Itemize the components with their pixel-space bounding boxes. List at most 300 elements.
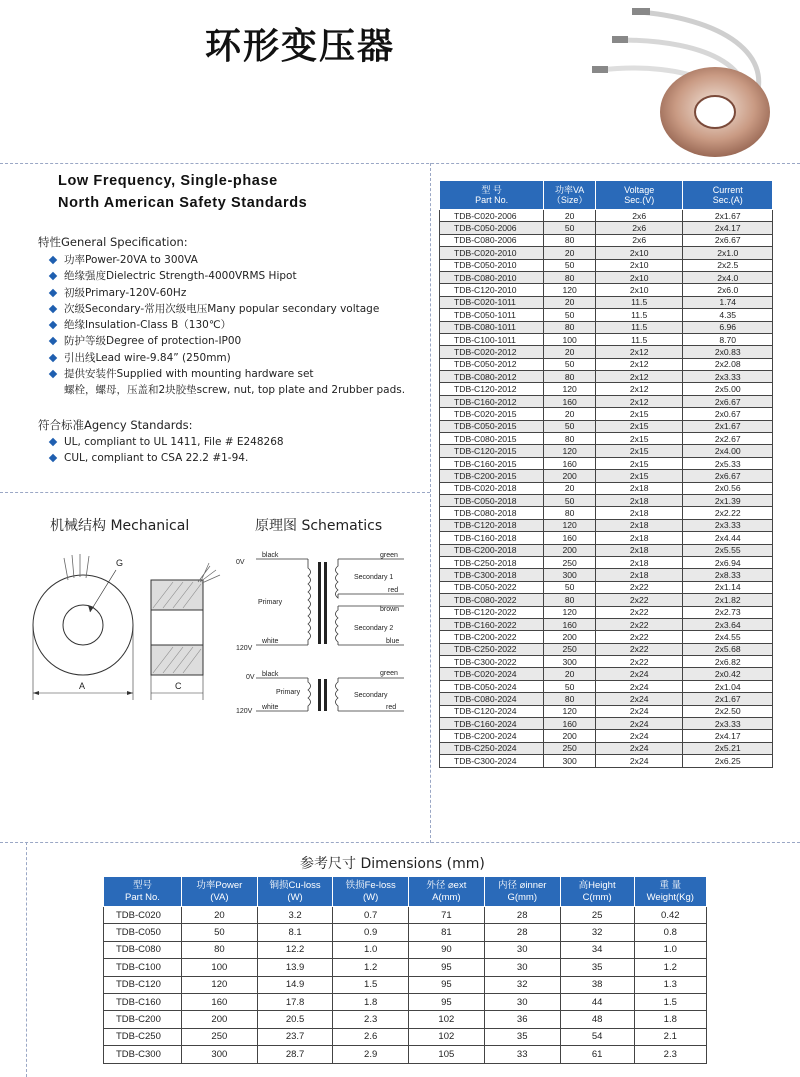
table-cell: 2x15 — [595, 420, 683, 432]
table-cell: 2.1 — [634, 1028, 706, 1045]
table-cell: 36 — [484, 1011, 560, 1028]
table-cell: 80 — [544, 594, 596, 606]
table-cell: 2x6.82 — [683, 656, 773, 668]
table-cell: 2x24 — [595, 742, 683, 754]
table-cell: 20 — [181, 907, 257, 924]
mechanical-drawing — [28, 550, 228, 710]
part-number-cell: TDB-C160-2012 — [440, 395, 544, 407]
header-zh: 重 量 — [659, 879, 682, 891]
table-cell: 2x18 — [595, 519, 683, 531]
table-row — [440, 358, 773, 370]
part-number-cell: TDB-C050-2015 — [440, 420, 544, 432]
table-cell: 2x0.67 — [683, 408, 773, 420]
sch-top-primary: Primary — [258, 599, 283, 606]
mechanical-title: 机械结构 Mechanical — [50, 518, 190, 534]
header-zh: Voltage — [624, 185, 655, 195]
part-number-cell: TDB-C080-2018 — [440, 507, 544, 519]
part-number-cell: TDB-C160 — [104, 993, 182, 1010]
table-cell: 2x15 — [595, 445, 683, 457]
table-cell: 2x22 — [595, 581, 683, 593]
sch-top-black: black — [262, 552, 279, 559]
standards-heading — [58, 170, 307, 214]
table-cell: 2x12 — [595, 371, 683, 383]
label-g: G — [116, 558, 124, 568]
heading-line-1: Low Frequency, Single-phase — [58, 173, 278, 189]
table-cell: 20 — [544, 408, 596, 420]
diamond-bullet-icon — [49, 321, 57, 329]
table-cell: 2x12 — [595, 383, 683, 395]
table-cell: 11.5 — [595, 333, 683, 345]
part-number-cell: TDB-C160-2018 — [440, 532, 544, 544]
part-number-cell: TDB-C020-2015 — [440, 408, 544, 420]
table-cell: 1.0 — [333, 941, 409, 958]
part-number-cell: TDB-C020 — [104, 907, 182, 924]
header-zh: 铜损Cu-loss — [269, 879, 321, 891]
table-cell: 102 — [408, 1011, 484, 1028]
table-row — [440, 544, 773, 556]
spec-item-text: 初级Primary-120V-60Hz — [64, 286, 187, 299]
table-cell: 2.9 — [333, 1046, 409, 1063]
table-row — [440, 507, 773, 519]
table-cell: 200 — [544, 730, 596, 742]
sch-top-secondary-1: Secondary 1 — [354, 574, 394, 581]
diamond-bullet-icon — [49, 256, 57, 264]
header-en: G(mm) — [507, 891, 537, 903]
table-row — [440, 643, 773, 655]
header-en: Part No. — [125, 891, 160, 903]
header-zh: 内径 ⌀inner — [497, 879, 547, 891]
part-number-cell: TDB-C050 — [104, 924, 182, 941]
table-cell: 2x22 — [595, 594, 683, 606]
table-cell: 6.96 — [683, 321, 773, 333]
table-cell: 1.0 — [634, 941, 706, 958]
table-cell: 300 — [544, 569, 596, 581]
table-cell: 2x24 — [595, 755, 683, 767]
table-cell: 11.5 — [595, 321, 683, 333]
table-row — [440, 234, 773, 246]
table-row — [104, 924, 707, 941]
part-number-cell: TDB-C020-2018 — [440, 482, 544, 494]
table-cell: 30 — [484, 959, 560, 976]
table-cell: 2x1.04 — [683, 680, 773, 692]
table-cell: 38 — [560, 976, 634, 993]
table-cell: 25 — [560, 907, 634, 924]
part-number-cell: TDB-C120-2010 — [440, 284, 544, 296]
part-number-cell: TDB-C080-2024 — [440, 693, 544, 705]
table-cell: 2x12 — [595, 358, 683, 370]
general-spec-list — [50, 252, 405, 399]
table-cell: 20 — [544, 668, 596, 680]
part-number-cell: TDB-C050-2024 — [440, 680, 544, 692]
table-cell: 2x22 — [595, 631, 683, 643]
table-cell: 1.2 — [333, 959, 409, 976]
agency-item-text: UL, compliant to UL 1411, File # E248268 — [64, 436, 284, 448]
table-row — [440, 247, 773, 259]
table-cell: 2x5.55 — [683, 544, 773, 556]
table-cell: 2x22 — [595, 606, 683, 618]
table-cell: 2x24 — [595, 693, 683, 705]
sch-bot-primary: Primary — [276, 689, 301, 696]
sch-top-blue: blue — [386, 638, 400, 645]
table-cell: 30 — [484, 941, 560, 958]
table-cell: 50 — [544, 420, 596, 432]
table-cell: 2x12 — [595, 395, 683, 407]
table-row — [440, 284, 773, 296]
table-cell: 120 — [181, 976, 257, 993]
table-cell: 2x15 — [595, 457, 683, 469]
table-cell: 8.1 — [257, 924, 333, 941]
agency-title: 符合标准Agency Standards: — [38, 418, 193, 432]
part-number-cell: TDB-C100 — [104, 959, 182, 976]
table-cell: 50 — [544, 358, 596, 370]
table-cell: 12.2 — [257, 941, 333, 958]
table-row — [104, 907, 707, 924]
part-number-cell: TDB-C080-2012 — [440, 371, 544, 383]
table-row — [440, 532, 773, 544]
table-cell: 14.9 — [257, 976, 333, 993]
table-cell: 95 — [408, 993, 484, 1010]
spec-item-text: 引出线Lead wire-9.84” (250mm) — [64, 351, 231, 364]
table-cell: 2.3 — [634, 1046, 706, 1063]
table-cell: 105 — [408, 1046, 484, 1063]
sch-bot-secondary: Secondary — [354, 692, 388, 699]
part-number-cell: TDB-C120-2022 — [440, 606, 544, 618]
spec-item-text: 防护等级Degree of protection-IP00 — [64, 335, 242, 348]
part-number-cell: TDB-C300 — [104, 1046, 182, 1063]
header-en: (VA) — [210, 891, 229, 903]
table-cell: 2x6.67 — [683, 395, 773, 407]
sch-top-0v: 0V — [236, 559, 245, 566]
table-cell: 2.6 — [333, 1028, 409, 1045]
table-cell: 250 — [544, 556, 596, 568]
table-cell: 1.8 — [333, 993, 409, 1010]
table-cell: 120 — [544, 606, 596, 618]
column-header — [595, 181, 683, 210]
table-cell: 120 — [544, 519, 596, 531]
table-cell: 200 — [544, 470, 596, 482]
spec-item — [50, 333, 405, 349]
table-row — [440, 519, 773, 531]
table-cell: 160 — [544, 532, 596, 544]
table-cell: 2x2.67 — [683, 433, 773, 445]
table-cell: 80 — [544, 321, 596, 333]
part-number-cell: TDB-C120 — [104, 976, 182, 993]
table-cell: 2x24 — [595, 680, 683, 692]
table-cell: 20 — [544, 296, 596, 308]
table-cell: 0.8 — [634, 924, 706, 941]
table-row — [440, 618, 773, 630]
table-cell: 2x18 — [595, 494, 683, 506]
part-number-cell: TDB-C160-2015 — [440, 457, 544, 469]
part-number-cell: TDB-C020-2006 — [440, 210, 544, 222]
table-cell: 2x1.67 — [683, 210, 773, 222]
table-cell: 2x3.33 — [683, 718, 773, 730]
table-row — [104, 1011, 707, 1028]
table-row — [440, 371, 773, 383]
table-row — [440, 296, 773, 308]
table-row — [440, 718, 773, 730]
table-cell: 2x1.67 — [683, 693, 773, 705]
table-cell: 28 — [484, 924, 560, 941]
table-cell: 120 — [544, 383, 596, 395]
header-en: C(mm) — [582, 891, 612, 903]
part-number-cell: TDB-C200-2015 — [440, 470, 544, 482]
part-number-cell: TDB-C050-2018 — [440, 494, 544, 506]
sch-top-green: green — [380, 552, 398, 559]
column-header — [484, 877, 560, 907]
table-cell: 160 — [181, 993, 257, 1010]
table-cell: 2x6.67 — [683, 234, 773, 246]
table-cell: 2x1.0 — [683, 247, 773, 259]
table-cell: 50 — [544, 680, 596, 692]
table-cell: 30 — [484, 993, 560, 1010]
header-zh: 型 号 — [481, 185, 502, 195]
table-row — [440, 755, 773, 767]
table-row — [440, 581, 773, 593]
part-number-cell: TDB-C120-2018 — [440, 519, 544, 531]
table-cell: 1.5 — [634, 993, 706, 1010]
dimensions-title: 参考尺寸 Dimensions (mm) — [300, 856, 485, 872]
table-cell: 250 — [181, 1028, 257, 1045]
sch-bot-0v: 0V — [246, 674, 255, 681]
table-row — [440, 346, 773, 358]
table-row — [104, 976, 707, 993]
table-cell: 120 — [544, 445, 596, 457]
table-cell: 81 — [408, 924, 484, 941]
table-row — [440, 680, 773, 692]
table-cell: 1.2 — [634, 959, 706, 976]
dimensions-table — [103, 876, 707, 1064]
part-number-cell: TDB-C200-2022 — [440, 631, 544, 643]
table-cell: 2x10 — [595, 259, 683, 271]
table-cell: 2x5.68 — [683, 643, 773, 655]
table-cell: 160 — [544, 718, 596, 730]
part-number-cell: TDB-C300-2018 — [440, 569, 544, 581]
table-cell: 32 — [560, 924, 634, 941]
table-cell: 20 — [544, 247, 596, 259]
column-header — [333, 877, 409, 907]
table-cell: 2x4.0 — [683, 271, 773, 283]
column-header — [104, 877, 182, 907]
table-cell: 2x10 — [595, 247, 683, 259]
table-cell: 2x6.67 — [683, 470, 773, 482]
header-zh: 铁损Fe-loss — [345, 879, 396, 891]
header-en: A(mm) — [432, 891, 461, 903]
column-header — [560, 877, 634, 907]
table-row — [440, 333, 773, 345]
table-cell: 2x10 — [595, 284, 683, 296]
table-cell: 200 — [544, 544, 596, 556]
table-cell: 300 — [181, 1046, 257, 1063]
table-row — [440, 730, 773, 742]
table-row — [104, 993, 707, 1010]
table-cell: 2x10 — [595, 271, 683, 283]
table-cell: 120 — [544, 284, 596, 296]
spec-item-text: 绝缘强度Dielectric Strength-4000VRMS Hipot — [64, 270, 297, 283]
table-cell: 20 — [544, 210, 596, 222]
spec-item-text: 绝缘Insulation-Class B（130℃） — [64, 319, 232, 332]
table-cell: 2x6 — [595, 210, 683, 222]
table-cell: 2x22 — [595, 656, 683, 668]
part-number-cell: TDB-C300-2024 — [440, 755, 544, 767]
table-cell: 2x24 — [595, 718, 683, 730]
table-cell: 2x24 — [595, 730, 683, 742]
part-number-cell: TDB-C050-2022 — [440, 581, 544, 593]
header-en: Weight(Kg) — [646, 891, 694, 903]
table-cell: 2x1.82 — [683, 594, 773, 606]
table-cell: 95 — [408, 976, 484, 993]
table-cell: 13.9 — [257, 959, 333, 976]
part-number-cell: TDB-C120-2015 — [440, 445, 544, 457]
table-row — [104, 1046, 707, 1063]
table-cell: 11.5 — [595, 309, 683, 321]
table-cell: 95 — [408, 959, 484, 976]
table-cell: 3.2 — [257, 907, 333, 924]
spec-item — [50, 301, 405, 317]
table-cell: 2x2.08 — [683, 358, 773, 370]
part-number-cell: TDB-C080-2022 — [440, 594, 544, 606]
table-cell: 2x4.55 — [683, 631, 773, 643]
header-en: (W) — [287, 891, 303, 903]
table-row — [440, 445, 773, 457]
agency-item — [50, 450, 284, 466]
sch-top-white: white — [262, 638, 279, 645]
table-cell: 1.8 — [634, 1011, 706, 1028]
table-cell: 2x22 — [595, 643, 683, 655]
table-cell: 2x15 — [595, 408, 683, 420]
table-cell: 2x22 — [595, 618, 683, 630]
diamond-bullet-icon — [49, 370, 57, 378]
page-title: 环形变压器 — [205, 26, 396, 67]
spec-item — [50, 382, 405, 398]
table-row — [440, 482, 773, 494]
part-number-cell: TDB-C160-2022 — [440, 618, 544, 630]
part-number-cell: TDB-C200 — [104, 1011, 182, 1028]
table-cell: 20.5 — [257, 1011, 333, 1028]
table-row — [440, 433, 773, 445]
spec-table-body — [440, 210, 773, 768]
table-cell: 50 — [544, 259, 596, 271]
table-cell: 300 — [544, 656, 596, 668]
sch-bot-red: red — [386, 704, 397, 711]
table-cell: 2x24 — [595, 705, 683, 717]
table-cell: 44 — [560, 993, 634, 1010]
part-number-cell: TDB-C080-2010 — [440, 271, 544, 283]
table-row — [104, 959, 707, 976]
table-cell: 120 — [544, 705, 596, 717]
sch-top-brown: brown — [380, 606, 400, 613]
table-cell: 2x4.44 — [683, 532, 773, 544]
sch-top-red: red — [388, 587, 399, 594]
header-zh: 功率Power — [196, 879, 243, 891]
spec-table — [439, 180, 773, 768]
table-row — [440, 321, 773, 333]
table-row — [440, 656, 773, 668]
schematic-diagram — [236, 548, 411, 748]
table-cell: 0.42 — [634, 907, 706, 924]
header-zh: 功率VA — [554, 185, 585, 195]
table-cell: 160 — [544, 395, 596, 407]
dimensions-table-header — [104, 877, 707, 907]
spec-item — [50, 317, 405, 333]
table-cell: 8.70 — [683, 333, 773, 345]
header-zh: 外径 ⌀ext — [426, 879, 467, 891]
part-number-cell: TDB-C050-2010 — [440, 259, 544, 271]
diamond-bullet-icon — [49, 354, 57, 362]
table-cell: 2x4.17 — [683, 222, 773, 234]
table-row — [440, 395, 773, 407]
table-cell: 20 — [544, 482, 596, 494]
table-cell: 20 — [544, 346, 596, 358]
part-number-cell: TDB-C080-1011 — [440, 321, 544, 333]
part-number-cell: TDB-C080 — [104, 941, 182, 958]
table-row — [440, 556, 773, 568]
table-row — [440, 309, 773, 321]
table-cell: 2x15 — [595, 470, 683, 482]
table-row — [440, 606, 773, 618]
table-cell: 80 — [544, 433, 596, 445]
table-row — [440, 259, 773, 271]
table-cell: 50 — [544, 222, 596, 234]
table-cell: 2x3.33 — [683, 371, 773, 383]
table-row — [104, 1028, 707, 1045]
sch-bot-green: green — [380, 670, 398, 677]
table-cell: 2x3.64 — [683, 618, 773, 630]
table-cell: 2x0.42 — [683, 668, 773, 680]
part-number-cell: TDB-C020-2024 — [440, 668, 544, 680]
table-cell: 200 — [544, 631, 596, 643]
table-cell: 80 — [181, 941, 257, 958]
diamond-bullet-icon — [49, 272, 57, 280]
table-row — [440, 210, 773, 222]
table-cell: 2x1.39 — [683, 494, 773, 506]
table-cell: 2x0.83 — [683, 346, 773, 358]
part-number-cell: TDB-C100-1011 — [440, 333, 544, 345]
part-number-cell: TDB-C020-2010 — [440, 247, 544, 259]
table-cell: 61 — [560, 1046, 634, 1063]
table-row — [440, 631, 773, 643]
table-cell: 28.7 — [257, 1046, 333, 1063]
table-cell: 4.35 — [683, 309, 773, 321]
table-cell: 50 — [181, 924, 257, 941]
table-cell: 2x4.17 — [683, 730, 773, 742]
table-cell: 2x3.33 — [683, 519, 773, 531]
table-row — [440, 420, 773, 432]
column-header — [634, 877, 706, 907]
table-cell: 100 — [181, 959, 257, 976]
spec-item-text: 螺栓，螺母，压盖和2块胶垫screw, nut, top plate and 2rubber pads. — [64, 384, 406, 397]
label-c: C — [175, 681, 182, 691]
part-number-cell: TDB-C050-2012 — [440, 358, 544, 370]
part-number-cell: TDB-C080-2006 — [440, 234, 544, 246]
table-row — [440, 569, 773, 581]
part-number-cell: TDB-C120-2012 — [440, 383, 544, 395]
part-number-cell: TDB-C160-2024 — [440, 718, 544, 730]
spec-item — [50, 350, 405, 366]
table-cell: 2x2.73 — [683, 606, 773, 618]
column-header — [257, 877, 333, 907]
table-cell: 300 — [544, 755, 596, 767]
spec-item — [50, 366, 405, 382]
sch-bot-white: white — [262, 704, 279, 711]
table-cell: 28 — [484, 907, 560, 924]
table-cell: 100 — [544, 333, 596, 345]
part-number-cell: TDB-C080-2015 — [440, 433, 544, 445]
table-cell: 2x6.0 — [683, 284, 773, 296]
table-cell: 2x18 — [595, 507, 683, 519]
diamond-bullet-icon — [49, 454, 57, 462]
table-cell: 250 — [544, 742, 596, 754]
